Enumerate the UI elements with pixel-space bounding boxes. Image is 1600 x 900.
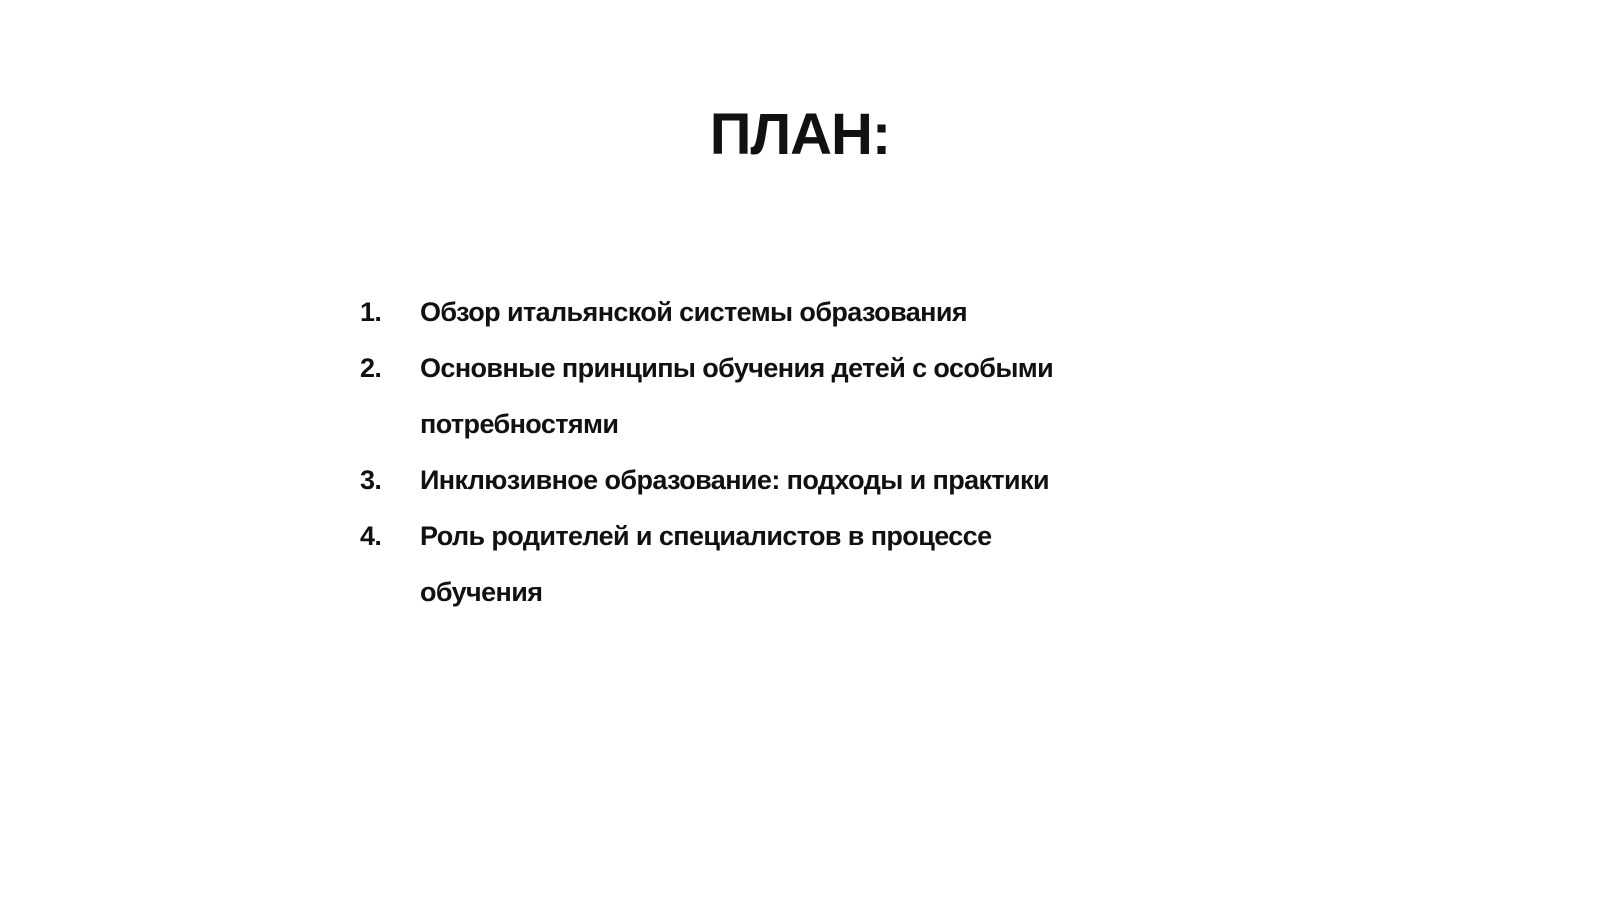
list-item-number: 3. [360, 465, 382, 495]
list-item [360, 284, 1120, 340]
list-item [360, 508, 1120, 620]
list-item-text: Инклюзивное образование: подходы и практики [420, 465, 1049, 495]
list-item [360, 452, 1120, 508]
list-item-number: 4. [360, 521, 382, 551]
agenda-list [360, 284, 1120, 620]
list-item-text: Обзор итальянской системы образования [420, 297, 967, 327]
slide-title: ПЛАН: [709, 102, 891, 167]
list-item-text: Роль родителей и специалистов в процессе обучения [420, 521, 992, 607]
list-item-text: Основные принципы обучения детей с особыми потребностями [420, 353, 1054, 439]
list-item [360, 340, 1120, 452]
list-item-number: 2. [360, 353, 382, 383]
list-item-number: 1. [360, 297, 382, 327]
